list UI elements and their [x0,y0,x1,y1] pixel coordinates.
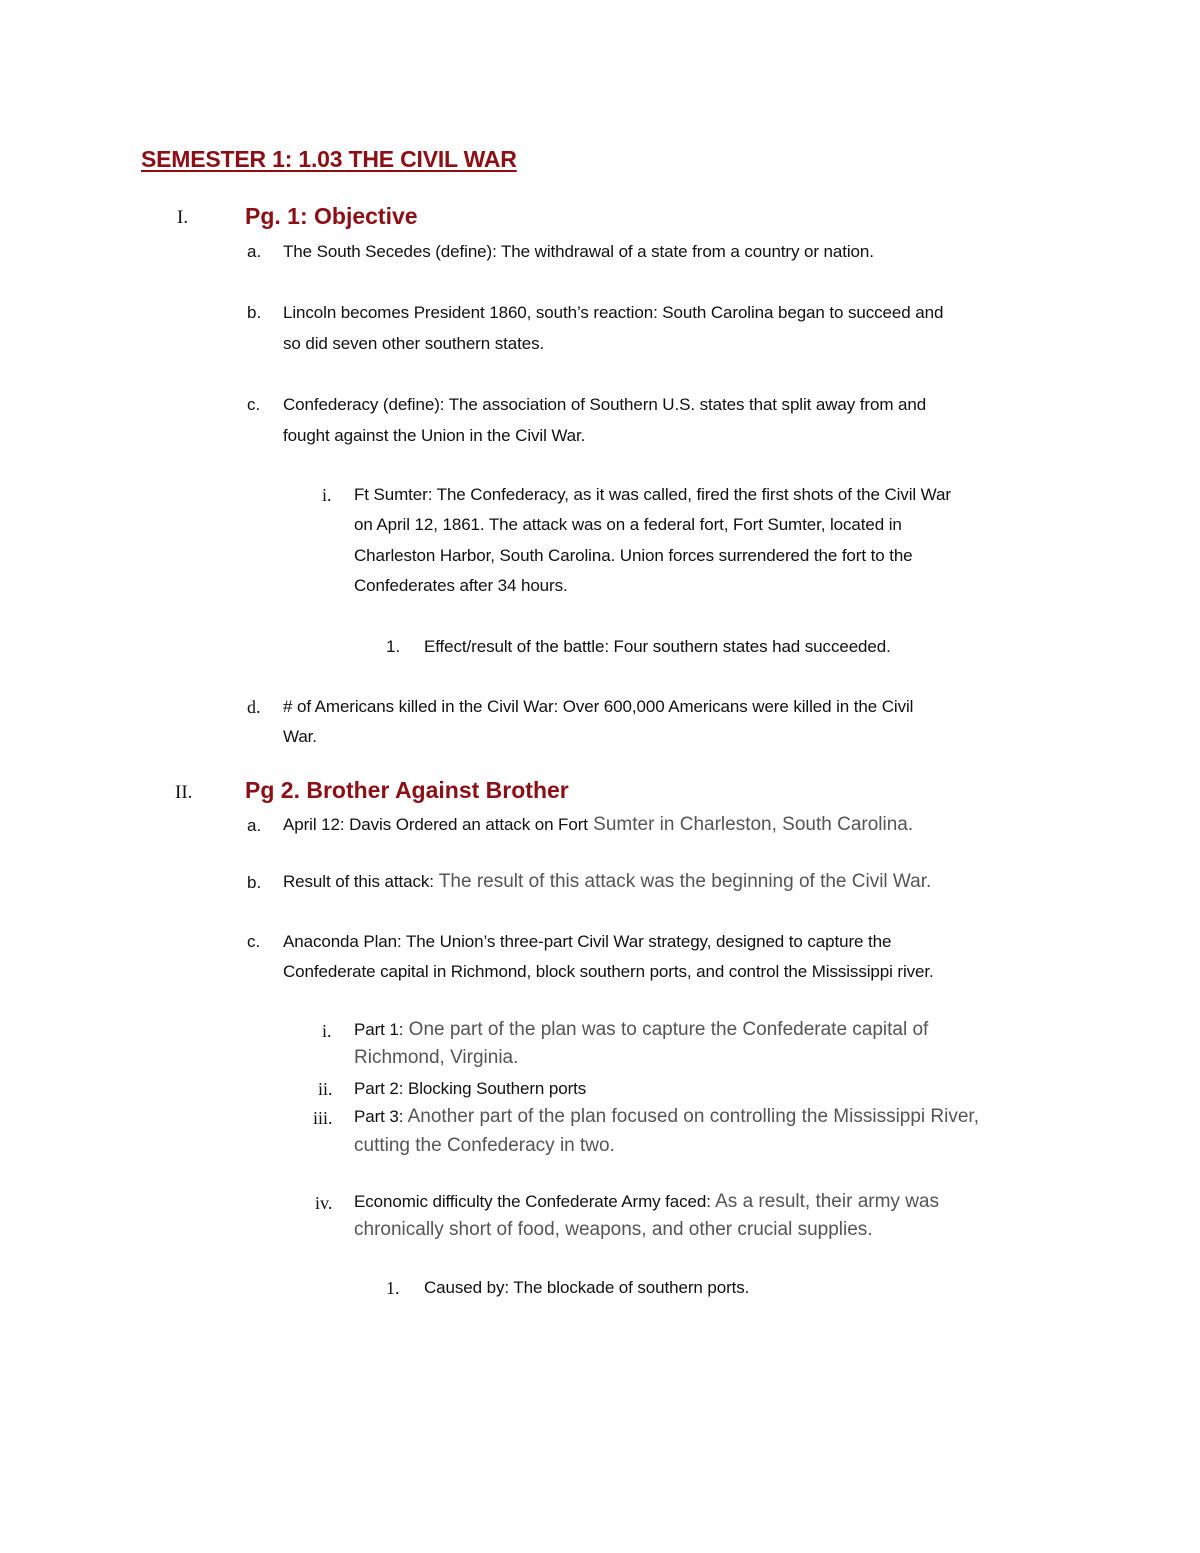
section-1-numeral: I. [177,207,189,228]
item-2ci-label: Part 1: [354,1020,404,1039]
item-2a-answer: Sumter in Charleston, South Carolina. [587,814,914,835]
item-1c-marker: c. [247,395,261,414]
item-1b-line-2: so did seven other southern states. [283,334,545,353]
item-2ci-marker: i. [322,1021,332,1041]
item-1ci1-text: Effect/result of the battle: Four southern states had succeeded. [424,637,891,656]
item-2ciii-answer-2: cutting the Confederacy in two. [354,1135,615,1156]
item-2cii-text: Part 2: Blocking Southern ports [354,1079,587,1098]
item-2a-row [283,814,913,836]
item-2ciii-row-1 [354,1106,979,1128]
item-1d-line-1: # of Americans killed in the Civil War: Over 600,000 Americans were killed in the Civil [283,697,914,716]
item-2a-marker: a. [247,816,262,835]
section-2-heading: Pg 2. Brother Against Brother [245,777,569,803]
item-2civ-label: Economic difficulty the Confederate Army faced: [354,1192,711,1211]
item-2civ1-marker: 1. [386,1278,400,1298]
item-1ci-marker: i. [322,485,332,505]
item-1b-marker: b. [247,303,262,322]
item-2b-answer: The result of this attack was the beginning of the Civil War. [433,871,932,892]
item-2civ-answer-2: chronically short of food, weapons, and other crucial supplies. [354,1219,873,1240]
item-2civ-row-1 [354,1191,939,1213]
item-2civ-answer-1: As a result, their army was [710,1191,939,1212]
item-1c-line-2: fought against the Union in the Civil War. [283,426,586,445]
item-2b-marker: b. [247,873,262,892]
item-2ci-row-1 [354,1019,928,1041]
item-2c-line-1: Anaconda Plan: The Union’s three-part Civil War strategy, designed to capture the [283,932,892,951]
item-1d-marker: d. [247,697,261,717]
item-2c-marker: c. [247,932,261,951]
item-1a-text: The South Secedes (define): The withdrawal of a state from a country or nation. [283,242,874,261]
item-2ciii-label: Part 3: [354,1107,404,1126]
item-2b-label: Result of this attack: [283,872,434,891]
item-2civ1-text: Caused by: The blockade of southern ports. [424,1278,750,1297]
item-1c-line-1: Confederacy (define): The association of Southern U.S. states that split away from and [283,395,927,414]
item-2ci-answer-1: One part of the plan was to capture the Confederate capital of [403,1019,929,1040]
item-2a-label: April 12: Davis Ordered an attack on Fort [283,815,588,834]
item-1b-line-1: Lincoln becomes President 1860, south’s reaction: South Carolina began to succeed and [283,303,944,322]
section-2-numeral: II. [175,782,193,803]
item-1a-marker: a. [247,242,262,261]
item-2ciii-marker: iii. [313,1108,333,1128]
item-1ci1-marker: 1. [386,637,401,656]
item-2b-row [283,871,931,893]
item-1ci-line-3: Charleston Harbor, South Carolina. Union forces surrendered the fort to the [354,546,913,565]
item-2ci-answer-2: Richmond, Virginia. [354,1047,519,1068]
section-1-heading: Pg. 1: Objective [245,203,418,229]
item-2cii-marker: ii. [318,1079,333,1099]
document-title: SEMESTER 1: 1.03 THE CIVIL WAR [141,146,517,172]
item-1ci-line-1: Ft Sumter: The Confederacy, as it was called, fired the first shots of the Civil War [354,485,951,504]
item-2ciii-answer-1: Another part of the plan focused on controlling the Mississippi River, [403,1106,979,1127]
item-1ci-line-2: on April 12, 1861. The attack was on a federal fort, Fort Sumter, located in [354,515,902,534]
item-1ci-line-4: Confederates after 34 hours. [354,576,568,595]
item-2c-line-2: Confederate capital in Richmond, block southern ports, and control the Mississippi river. [283,962,934,981]
item-1d-line-2: War. [283,727,317,746]
item-2civ-marker: iv. [315,1193,333,1213]
